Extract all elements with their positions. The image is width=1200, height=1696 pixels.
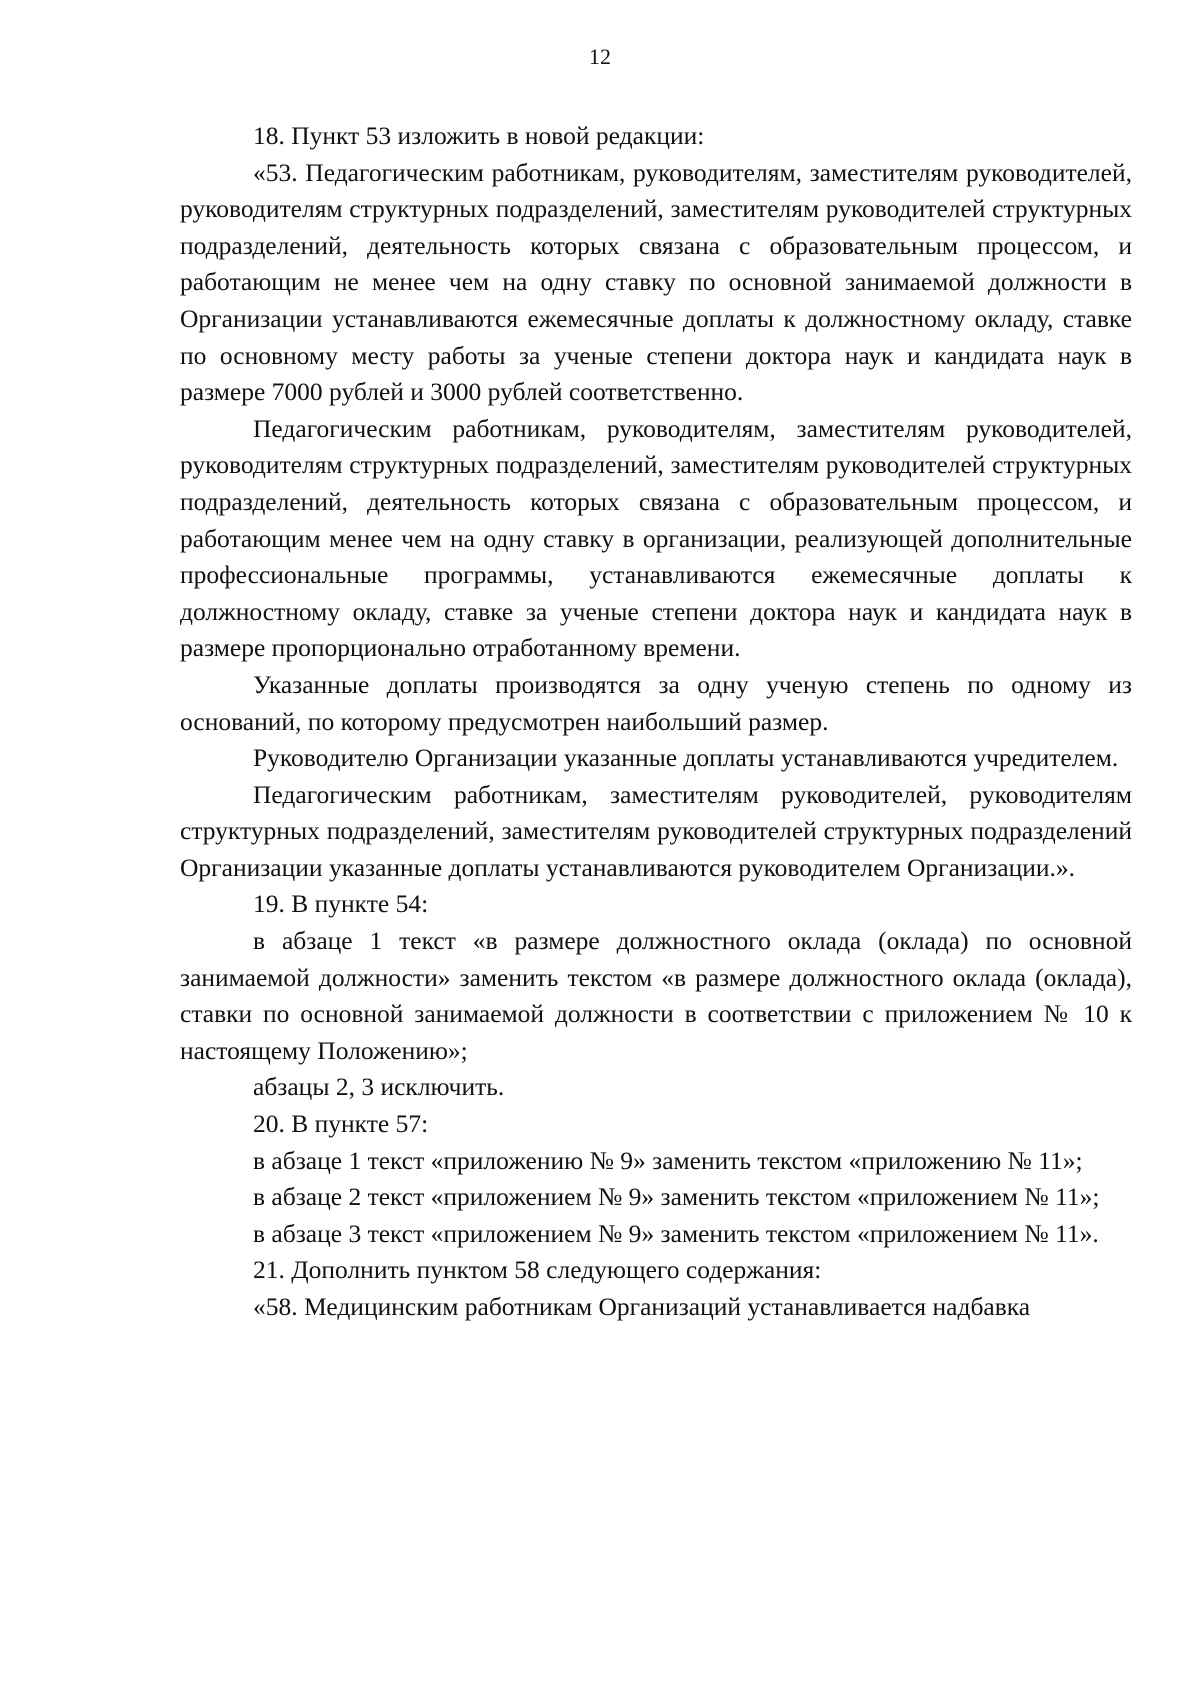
paragraph-item-20-abzac-2: в абзаце 2 текст «приложением № 9» заменить текстом «приложением № 11»; — [253, 1182, 1100, 1212]
paragraph-item-19-abzac-2-3: абзацы 2, 3 исключить. — [253, 1072, 505, 1102]
paragraph-item-20-header: 20. В пункте 57: — [253, 1109, 429, 1139]
page-number: 12 — [589, 44, 611, 69]
paragraph-item-21-header: 21. Дополнить пунктом 58 следующего содержания: — [253, 1255, 822, 1285]
paragraph-item-19-header: 19. В пункте 54: — [253, 889, 429, 919]
paragraph-point-53-part-time: Педагогическим работникам, руководителям, заместителям руководителей, руководителям структурных подразделений, заместителям руководителей структурных подразделений, деятельность которых связана с образовательным процессом, и работающим менее чем на одну ставку в организации, реализующей дополнительные профессиональные программы, устанавливаются ежемесячные доплаты к должностному окладу, ставке за ученые степени доктора наук и кандидата наук в размере пропорционально отработанному времени. — [180, 413, 1132, 663]
paragraph-point-53-head: Руководителю Организации указанные доплаты устанавливаются учредителем. — [253, 743, 1119, 773]
document-body — [180, 118, 1132, 1326]
paragraph-point-53-staff: Педагогическим работникам, заместителям руководителей, руководителям структурных подразделений, заместителям руководителей структурных подразделений Организации указанные доплаты устанавливаются руководителем Организации.». — [180, 779, 1132, 882]
paragraph-point-53-one-degree: Указанные доплаты производятся за одну ученую степень по одному из оснований, по которому предусмотрен наибольший размер. — [180, 669, 1132, 736]
paragraph-point-58-start: «58. Медицинским работникам Организаций устанавливается надбавка — [253, 1292, 1031, 1321]
paragraph-item-20-abzac-3: в абзаце 3 текст «приложением № 9» заменить текстом «приложением № 11». — [253, 1218, 1099, 1248]
paragraph-point-53-main: «53. Педагогическим работникам, руководителям, заместителям руководителей, руководителям структурных подразделений, заместителям руководителей структурных подразделений, деятельность которых связана с образовательным процессом, и работающим не менее чем на одну ставку по основной занимаемой должности в Организации устанавливаются ежемесячные доплаты к должностному окладу, ставке по основному месту работы за ученые степени доктора наук и кандидата наук в размере 7000 рублей и 3000 рублей соответственно. — [180, 157, 1132, 407]
paragraph-item-20-abzac-1: в абзаце 1 текст «приложению № 9» заменить текстом «приложению № 11»; — [253, 1145, 1083, 1175]
paragraph-item-19-abzac-1: в абзаце 1 текст «в размере должностного оклада (оклада) по основной занимаемой должности» заменить текстом «в размере должностного оклада (оклада), ставки по основной занимаемой должности в соответствии с приложением № 10 к настоящему Положению»; — [180, 926, 1132, 1065]
paragraph-item-18-header: 18. Пункт 53 изложить в новой редакции: — [253, 121, 705, 150]
